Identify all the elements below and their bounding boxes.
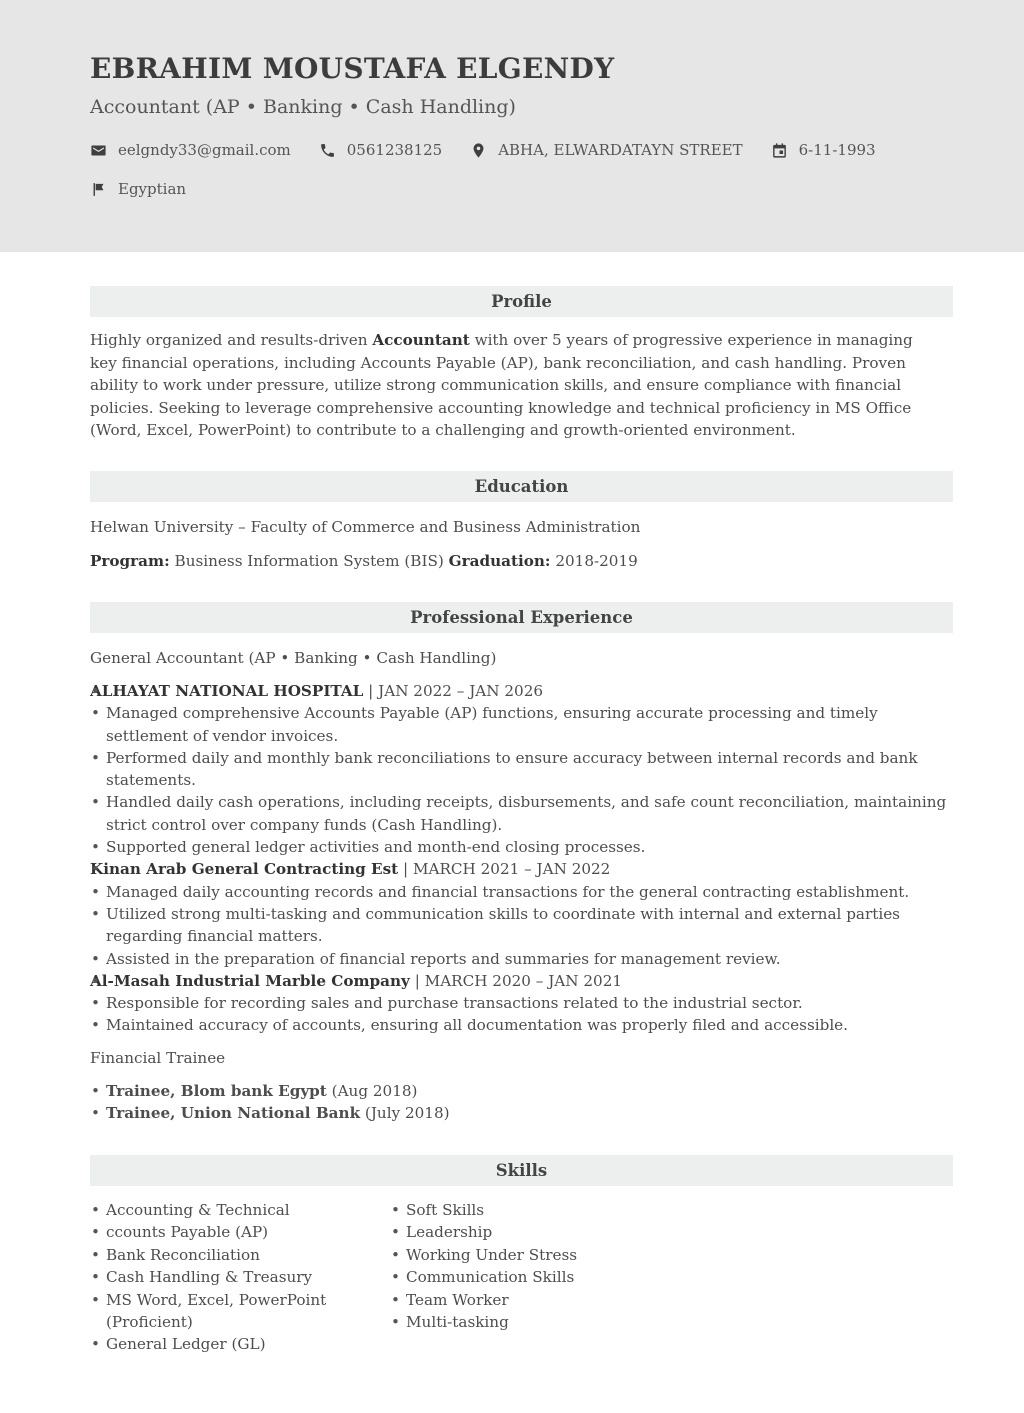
profile-text (90, 329, 940, 442)
job-bullet: • Maintained accuracy of accounts, ensuring all documentation was properly filed and accessible. (90, 1014, 950, 1036)
candidate-name: EBRAHIM MOUSTAFA ELGENDY (90, 52, 615, 85)
skill-item: • Communication Skills (390, 1266, 650, 1288)
job-dates: | MARCH 2020 – JAN 2021 (409, 971, 623, 990)
job-bullet: • Supported general ledger activities and month-end closing processes. (90, 836, 950, 858)
skills-left-list (90, 1199, 340, 1356)
skill-item: • Accounting & Technical (90, 1199, 340, 1221)
job-header (90, 680, 950, 702)
job-dates: | MARCH 2021 – JAN 2022 (398, 860, 611, 879)
phone-text: 0561238125 (346, 141, 443, 159)
trainee-name: Trainee, Blom bank Egypt (106, 1082, 327, 1100)
job-bullet: • Performed daily and monthly bank reconciliations to ensure accuracy between internal records and bank statements. (90, 747, 950, 792)
education-institution: Helwan University – Faculty of Commerce and Business Administration (90, 518, 641, 536)
profile-text-bold: Accountant (372, 331, 470, 349)
program-label: Program: (90, 552, 170, 570)
contact-address (470, 141, 742, 159)
skills-heading: Skills (90, 1155, 953, 1186)
trainee-item (90, 1080, 950, 1102)
contact-nationality (90, 180, 186, 198)
trainee-date: (July 2018) (360, 1104, 450, 1123)
flag-icon (90, 181, 107, 198)
job-company: Kinan Arab General Contracting Est (90, 860, 399, 879)
contact-email[interactable] (90, 141, 291, 159)
calendar-icon (771, 142, 788, 159)
skill-item: • Team Worker (390, 1289, 650, 1311)
skill-item: • Bank Reconciliation (90, 1244, 340, 1266)
email-icon (90, 142, 107, 159)
job-bullet: • Managed daily accounting records and financial transactions for the general contracting establishment. (90, 881, 950, 903)
skill-item: • Cash Handling & Treasury (90, 1266, 340, 1288)
profile-text-start: Highly organized and results-driven (90, 331, 373, 349)
experience-list (90, 680, 950, 1037)
birthdate-text: 6-11-1993 (798, 141, 876, 159)
skill-item: • Working Under Stress (390, 1244, 650, 1266)
job-header (90, 858, 950, 880)
experience-heading: Professional Experience (90, 602, 953, 633)
trainee-list (90, 1080, 950, 1125)
address-text: ABHA, ELWARDATAYN STREET (498, 141, 743, 159)
job-company: Al-Masah Industrial Marble Company (90, 971, 410, 990)
experience-role-title: General Accountant (AP • Banking • Cash Handling) (90, 649, 497, 667)
contact-phone[interactable] (319, 141, 442, 159)
trainee-title: Financial Trainee (90, 1049, 226, 1067)
job-dates: | JAN 2022 – JAN 2026 (363, 682, 544, 700)
skill-item: • MS Word, Excel, PowerPoint (Proficient) (90, 1289, 340, 1334)
skill-item: • ccounts Payable (AP) (90, 1221, 340, 1243)
job-bullet: • Managed comprehensive Accounts Payable (AP) functions, ensuring accurate processing and timely settlement of vendor invoices. (90, 702, 950, 747)
job-bullet: • Assisted in the preparation of financial reports and summaries for management review. (90, 948, 950, 970)
job-company: ALHAYAT NATIONAL HOSPITAL (90, 682, 364, 700)
trainee-item (90, 1102, 950, 1124)
graduation-value: 2018-2019 (555, 552, 638, 570)
skill-item: • Multi-tasking (390, 1311, 650, 1333)
contact-birthdate (771, 141, 876, 159)
skills-right-list (390, 1199, 650, 1333)
email-text: eelgndy33@gmail.com (118, 141, 291, 159)
contact-row (90, 141, 904, 159)
skill-item: • Leadership (390, 1221, 650, 1243)
candidate-title: Accountant (AP • Banking • Cash Handling) (90, 96, 516, 118)
header-band (0, 0, 1024, 252)
job-bullet: • Utilized strong multi-tasking and communication skills to coordinate with internal and external parties regarding financial matters. (90, 903, 950, 948)
graduation-label: Graduation: (448, 552, 551, 570)
profile-text-rest: with over 5 years of progressive experience in managing key financial operations, including Accounts Payable (AP), bank reconciliation, and cash handling. Proven ability to work under pressure, utilize strong communication skills, and ensure compliance with financial policies. Seeking to leverage comprehensive accounting knowledge and technical proficiency in MS Office (Word, Excel, PowerPoint) to contribute to a challenging and growth-oriented environment. (90, 331, 913, 439)
education-heading: Education (90, 471, 953, 502)
contact-row-2 (90, 180, 214, 198)
program-value: Business Information System (BIS) (174, 552, 444, 570)
location-icon (470, 142, 487, 159)
trainee-date: (Aug 2018) (326, 1082, 418, 1100)
job-header (90, 970, 950, 992)
skill-item: • General Ledger (GL) (90, 1333, 340, 1355)
job-bullet: • Handled daily cash operations, including receipts, disbursements, and safe count reconciliation, maintaining strict control over company funds (Cash Handling). (90, 791, 950, 836)
education-program (90, 551, 638, 571)
phone-icon (319, 142, 336, 159)
trainee-name: Trainee, Union National Bank (106, 1104, 361, 1123)
job-bullet: • Responsible for recording sales and purchase transactions related to the industrial sector. (90, 992, 950, 1014)
skill-item: • Soft Skills (390, 1199, 650, 1221)
nationality-text: Egyptian (118, 180, 187, 198)
profile-heading: Profile (90, 286, 953, 317)
